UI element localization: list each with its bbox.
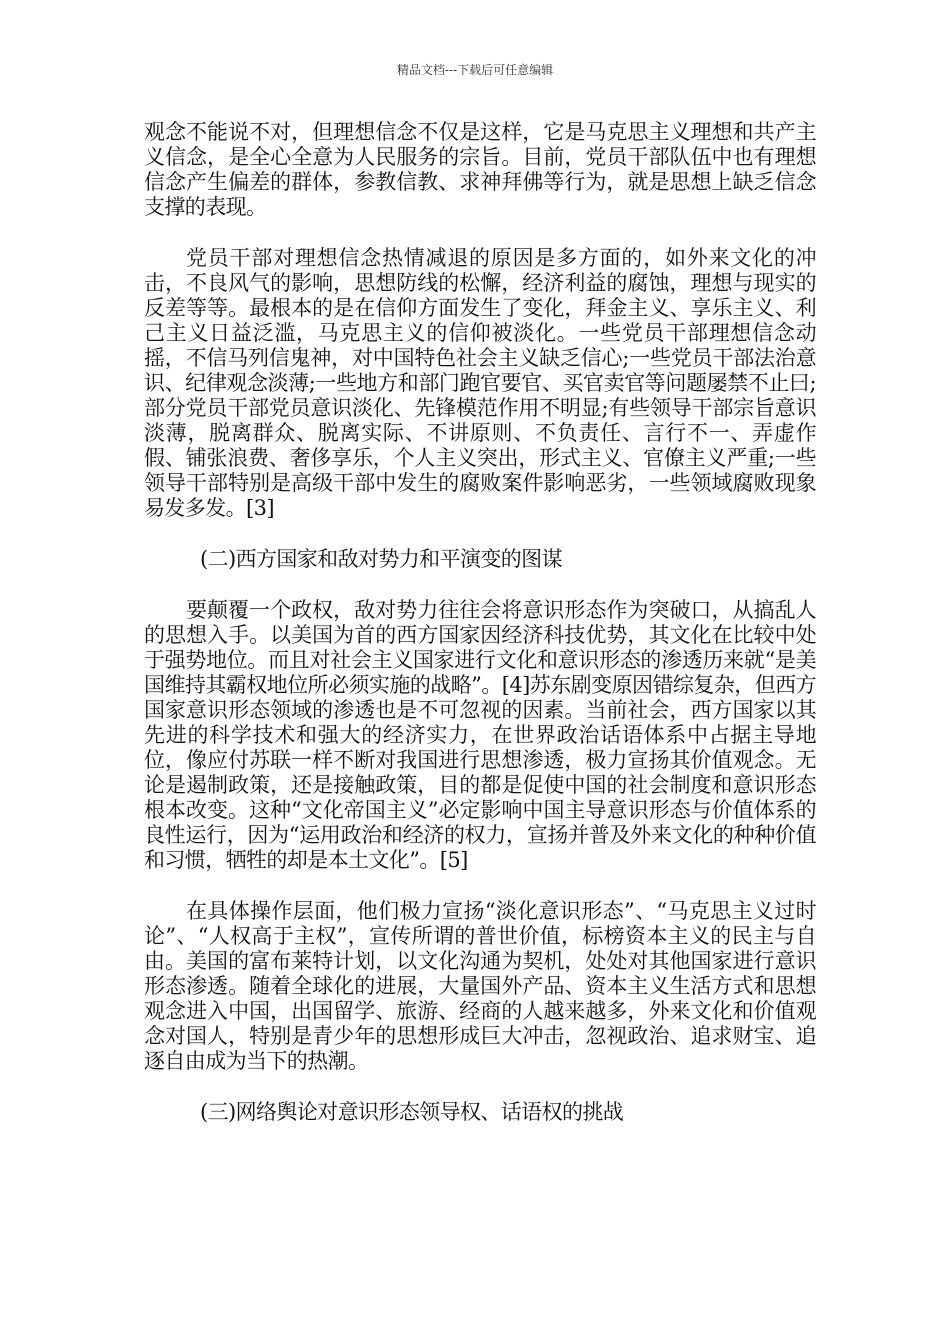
paragraph-causes-of-decline: 党员干部对理想信念热情减退的原因是多方面的，如外来文化的冲击，不良风气的影响，思想防线的松懈，经济利益的腐蚀，理想与现实的反差等等。最根本的是在信仰方面发生了变化，拜金主义、享乐主义、利己主义日益泛滥，马克思主义的信仰被淡化。一些党员干部理想信念动摇，不信马列信鬼神，对中国特色社会主义缺乏信心;一些党员干部法治意识、纪律观念淡薄;一些地方和部门跑官要官、买官卖官等问题屡禁不止曰;部分党员干部党员意识淡化、先锋模范作用不明显;有些领导干部宗旨意识淡薄，脱离群众、脱离实际、不讲原则、不负责任、言行不一、弄虚作假、铺张浪费、奢侈享乐，个人主义突出，形式主义、官僚主义严重;一些领导干部特别是高级干部中发生的腐败案件影响恶劣，一些领域腐败现象易发多发。[3] — [144, 246, 816, 520]
page-header: 精品文档---下载后可任意编辑 — [396, 63, 554, 77]
section-heading-western-threat: (二)西方国家和敌对势力和平演变的图谋 — [200, 547, 562, 571]
document-body — [144, 120, 816, 1151]
paragraph-ideals-continued: 观念不能说不对，但理想信念不仅是这样，它是马克思主义理想和共产主义信念，是全心全意为人民服务的宗旨。目前，党员干部队伍中也有理想信念产生偏差的群体，参教信教、求神拜佛等行为，就是思想上缺乏信念支撑的表现。 — [144, 120, 816, 219]
paragraph-concrete-operations: 在具体操作层面，他们极力宣扬“淡化意识形态”、“马克思主义过时论”、“人权高于主权”，宣传所谓的普世价值，标榜资本主义的民主与自由。美国的富布莱特计划，以文化沟通为契机，处处对其他国家进行意识形态渗透。随着全球化的进展，大量国外产品、资本主义生活方式和思想观念进入中国，出国留学、旅游、经商的人越来越多，外来文化和价值观念对国人，特别是青少年的思想形成巨大冲击，忽视政治、追求财宝、追逐自由成为当下的热潮。 — [144, 899, 816, 1073]
paragraph-western-infiltration: 要颠覆一个政权，敌对势力往往会将意识形态作为突破口，从搞乱人的思想入手。以美国为首的西方国家因经济科技优势，其文化在比较中处于强势地位。而且对社会主义国家进行文化和意识形态的渗透历来就“是美国维持其霸权地位所必须实施的战略”。[4]苏东剧变原因错综复杂，但西方国家意识形态领域的渗透也是不可忽视的因素。当前社会，西方国家以其先进的科学技术和强大的经济实力，在世界政治话语体系中占据主导地位，像应付苏联一样不断对我国进行思想渗透，极力宣扬其价值观念。无论是遏制政策，还是接触政策，目的都是促使中国的社会制度和意识形态根本改变。这种“文化帝国主义”必定影响中国主导意识形态与价值体系的良性运行，因为“运用政治和经济的权力，宣扬并普及外来文化的种种价值和习惯，牺牲的却是本土文化”。[5] — [144, 598, 816, 872]
section-heading-online-opinion: (三)网络舆论对意识形态领导权、话语权的挑战 — [200, 1100, 624, 1124]
